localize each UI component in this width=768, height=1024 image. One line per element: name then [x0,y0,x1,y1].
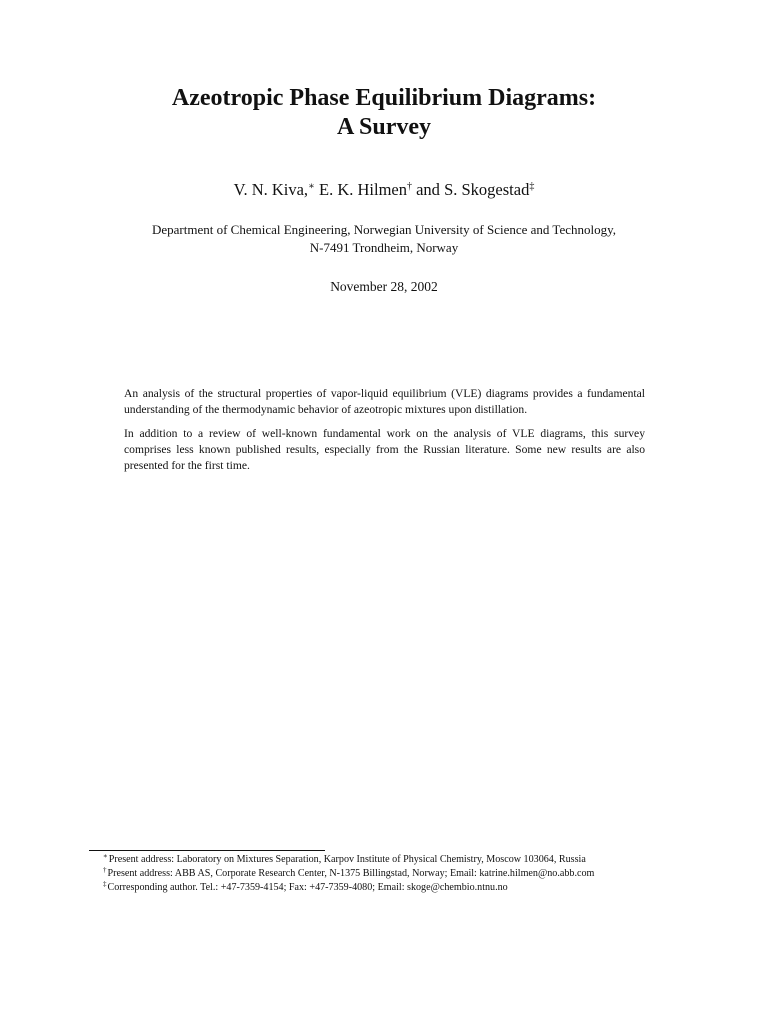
footnote-1 [103,853,663,867]
footnote-text: Present address: ABB AS, Corporate Research Center, N-1375 Billingstad, Norway; Email: katrine.hilmen@no.abb.com [107,868,595,879]
footnote-text: Corresponding author. Tel.: +47-7359-4154; Fax: +47-7359-4080; Email: skoge@chembio.ntnu.no [107,882,508,893]
footnote-mark: † [103,866,107,874]
affiliation-line-1: Department of Chemical Engineering, Norwegian University of Science and Technology, [151,222,617,237]
author-joiner: and [416,180,440,199]
abstract [124,386,645,482]
author-name: S. Skogestad [444,180,530,199]
author-kiva [234,180,315,199]
footnote-mark: ‡ [103,880,107,888]
paper-title-line-2: A Survey [336,114,431,140]
abstract-paragraph-2: In addition to a review of well-known fundamental work on the analysis of VLE diagrams, this survey comprises less known published results, especially from the Russian literature. Some new results are also presented for the first time. [124,427,645,472]
author-hilmen [319,180,412,199]
abstract-paragraph-1: An analysis of the structural properties of vapor-liquid equilibrium (VLE) diagrams provides a fundamental understanding of the thermodynamic behavior of azeotropic mixtures upon distillation. [124,387,645,416]
footnote-mark: ‡ [529,181,535,192]
publication-date: November 28, 2002 [330,279,438,294]
footnotes [103,853,663,895]
footnote-divider [89,850,325,851]
affiliation [0,221,768,257]
footnote-mark: ∗ [308,181,315,192]
affiliation-line-2: N-7491 Trondheim, Norway [309,240,459,255]
author-name: V. N. Kiva, [233,180,309,199]
author-name: E. K. Hilmen [318,180,407,199]
footnote-3 [103,881,663,895]
author-list [0,180,768,200]
author-skogestad [444,180,534,199]
footnote-2 [103,867,663,881]
footnote-text: Present address: Laboratory on Mixtures Separation, Karpov Institute of Physical Chemistry, Moscow 103064, Russia [108,854,586,865]
paper-title-line-1: Azeotropic Phase Equilibrium Diagrams: [171,85,597,111]
footnote-mark: † [406,181,412,192]
footnote-mark: ∗ [103,852,108,860]
paper-title [0,84,768,142]
